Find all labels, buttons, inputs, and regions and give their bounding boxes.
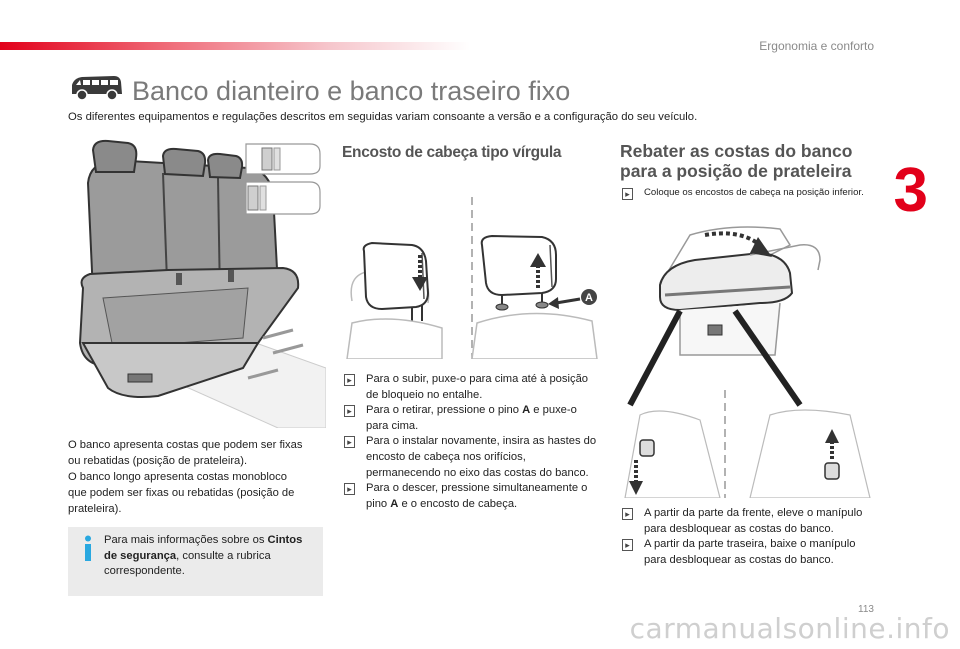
paragraph-line: prateleira). (68, 503, 122, 515)
header-accent-bar (0, 42, 470, 50)
page-number: 113 (858, 604, 874, 615)
headrest-illustration (342, 193, 602, 359)
step-text: Coloque os encostos de cabeça na posição inferior. (644, 187, 864, 198)
paragraph-line: ou rebatidas (posição de prateleira). (68, 455, 248, 467)
step-text: Para o instalar novamente, insira as hastes do encosto de cabeça nos orifícios, permanecendo no eixo das costas do banco. (366, 435, 597, 479)
list-item (342, 481, 600, 512)
info-prefix: Para mais informações sobre os (104, 534, 268, 546)
step-pin-label: A (522, 404, 531, 417)
fold-heading-line: para a posição de prateleira (620, 161, 852, 181)
fold-steps (620, 506, 878, 568)
step-text: e puxe-o para cima. (366, 404, 577, 432)
info-text (104, 533, 318, 580)
list-item (620, 506, 878, 537)
headrest-heading: Encosto de cabeça tipo vírgula (342, 144, 562, 161)
paragraph-line: O banco longo apresenta costas monobloco (68, 471, 287, 483)
chapter-number: 3 (893, 156, 928, 225)
step-text: A partir da parte da frente, eleve o manípulo para desbloquear as costas do banco. (644, 507, 863, 535)
info-suffix: , consulte a rubrica correspondente. (104, 549, 271, 577)
fold-seat-illustration (620, 215, 878, 498)
info-icon (83, 535, 93, 561)
step-text: Para o subir, puxe-o para cima até à posição de bloqueio no entalhe. (366, 373, 589, 401)
step-text: A partir da parte traseira, baixe o manípulo para desbloquear as costas do banco. (644, 538, 856, 566)
fold-pre-step (620, 186, 878, 199)
paragraph-line: que podem ser fixas ou rebatidas (posição de (68, 487, 295, 499)
step-pin-label: A (390, 497, 399, 510)
list-item (342, 434, 600, 481)
list-item (342, 372, 600, 403)
page-title: Banco dianteiro e banco traseiro fixo (132, 76, 571, 106)
watermark: carmanualsonline.info (629, 612, 950, 645)
fold-heading (620, 141, 878, 181)
van-icon (68, 72, 124, 102)
list-item (342, 403, 600, 434)
list-item (620, 186, 878, 199)
paragraph-line: O banco apresenta costas que podem ser fixas (68, 439, 303, 451)
marker-a-label: A (585, 292, 593, 304)
fold-heading-line: Rebater as costas do banco (620, 141, 853, 161)
intro-text: Os diferentes equipamentos e regulações descritos em seguidas variam consoante a versão e a configuração do seu veículo. (68, 111, 698, 123)
info-box (68, 527, 323, 596)
section-title: Ergonomia e conforto (759, 39, 874, 53)
info-bold-term: Cintos de segurança (104, 534, 303, 562)
step-text: e o encosto de cabeça. (398, 497, 518, 510)
headrest-steps (342, 372, 600, 512)
left-paragraph (68, 437, 326, 517)
step-text: Para o descer, pressione simultaneamente o pino (366, 482, 588, 510)
step-text: Para o retirar, pressione o pino (366, 404, 523, 417)
list-item (620, 537, 878, 568)
rear-bench-illustration (68, 138, 326, 428)
